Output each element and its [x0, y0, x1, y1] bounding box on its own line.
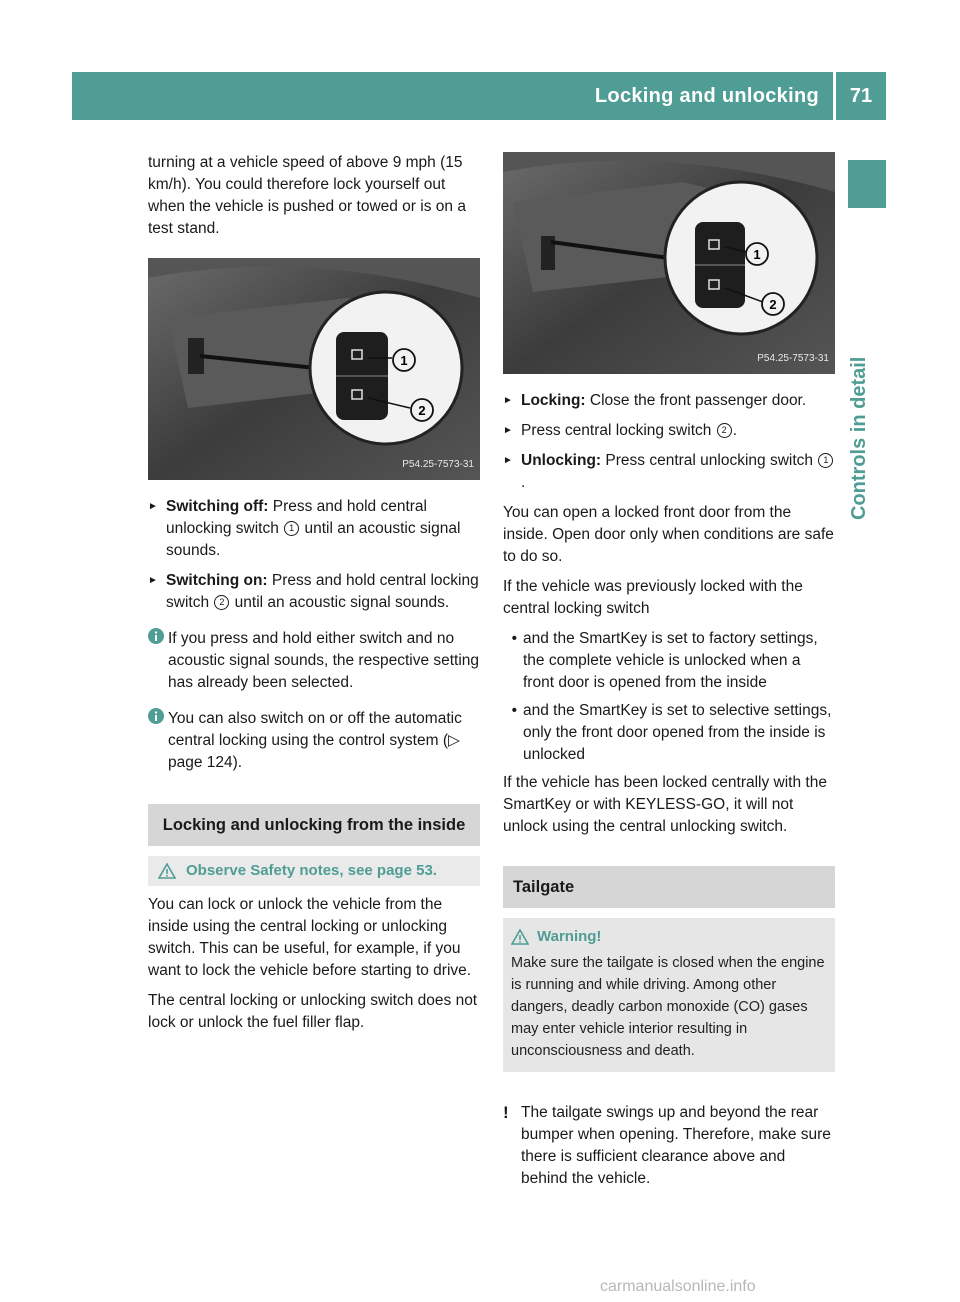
callout-ref: 1 — [284, 521, 299, 536]
door-panel-illustration — [148, 258, 480, 480]
info-icon — [148, 708, 168, 728]
info-note: You can also switch on or off the automatic central locking using the control system (▷ page 124). — [148, 708, 480, 774]
right-column — [503, 152, 835, 1190]
bullet-dot: • — [511, 630, 517, 647]
instruction-switching-off: ► Switching off: Press and hold central unlocking switch 1 until an acoustic signal sounds. — [148, 496, 480, 562]
photo-code: P54.25-7573-31 — [757, 353, 829, 364]
photo-code: P54.25-7573-31 — [402, 459, 474, 470]
body-paragraph: You can lock or unlock the vehicle from the inside using the central locking or unlocking switch. This can be useful, for example, if you want to lock the vehicle before starting to drive. — [148, 896, 472, 979]
door-panel-illustration — [503, 152, 835, 374]
notice: ! The tailgate swings up and beyond the rear bumper when opening. Therefore, make sure there is sufficient clearance above and behind the vehicle. — [503, 1102, 835, 1190]
warning-triangle-icon — [158, 863, 176, 879]
list-item: • and the SmartKey is set to factory settings, the complete vehicle is unlocked when a front door is opened from the inside — [503, 628, 835, 694]
section-side-tab — [848, 160, 886, 1160]
body-paragraph: The central locking or unlocking switch does not lock or unlock the fuel filler flap. — [148, 992, 478, 1031]
instruction-arrow-icon: ► — [503, 455, 513, 466]
exclamation-icon: ! — [503, 1103, 509, 1122]
safety-note: Observe Safety notes, see page 53. — [148, 856, 480, 886]
callout-2: 2 — [769, 297, 777, 312]
body-paragraph: If the vehicle has been locked centrally with the SmartKey or with KEYLESS-GO, it will not unlock using the central unlocking switch. — [503, 774, 827, 835]
section-heading: Locking and unlocking from the inside — [148, 804, 480, 846]
callout-1: 1 — [753, 247, 761, 262]
instruction-arrow-icon: ► — [148, 575, 158, 586]
warning-heading: Warning! — [511, 926, 827, 948]
door-switch-photo-left — [148, 258, 480, 480]
warning-text: Make sure the tailgate is closed when the engine is running and while driving. Among other dangers, deadly carbon monoxide (CO) gases may enter vehicle interior resulting in unconsciousness and death. — [511, 955, 825, 1059]
warning-triangle-icon — [511, 929, 529, 945]
instruction-switching-on: ► Switching on: Press and hold central locking switch 2 until an acoustic signal sounds. — [148, 570, 480, 614]
page-header — [72, 72, 886, 120]
instruction-unlocking: ► Unlocking: Press central unlocking switch 1. — [503, 450, 835, 494]
section-heading: Tailgate — [503, 866, 835, 908]
instruction-arrow-icon: ► — [503, 395, 513, 406]
warning-box — [503, 918, 835, 1072]
chapter-title: Locking and unlocking — [594, 84, 819, 107]
instruction-arrow-icon: ► — [148, 501, 158, 512]
intro-paragraph: turning at a vehicle speed of above 9 mph (15 km/h). You could therefore lock yourself out when the vehicle is pushed or towed or is on a test stand. — [148, 154, 466, 237]
instruction-locking: ► Locking: Close the front passenger door. — [503, 390, 835, 412]
door-switch-photo-right — [503, 152, 835, 374]
bullet-dot: • — [511, 702, 517, 719]
instruction-arrow-icon: ► — [503, 425, 513, 436]
left-column — [148, 152, 480, 1042]
page-number: 71 — [849, 84, 873, 107]
list-item: • and the SmartKey is set to selective settings, only the front door opened from the inside is unlocked — [503, 700, 835, 766]
body-paragraph: You can open a locked front door from the inside. Open door only when conditions are safe to do so. — [503, 504, 834, 565]
callout-ref: 1 — [818, 453, 833, 468]
side-tab-label: Controls in detail — [848, 356, 870, 520]
info-note: If you press and hold either switch and no acoustic signal sounds, the respective setting has already been selected. — [148, 628, 480, 694]
info-icon — [148, 628, 168, 648]
body-paragraph: If the vehicle was previously locked with the central locking switch — [503, 578, 803, 617]
callout-2: 2 — [418, 403, 426, 418]
instruction-press-locking: ► Press central locking switch 2 . — [503, 420, 835, 442]
side-tab-marker — [848, 160, 886, 208]
watermark: carmanualsonline.info — [600, 1278, 756, 1295]
callout-1: 1 — [400, 353, 408, 368]
callout-ref: 2 — [717, 423, 732, 438]
callout-ref: 2 — [214, 595, 229, 610]
